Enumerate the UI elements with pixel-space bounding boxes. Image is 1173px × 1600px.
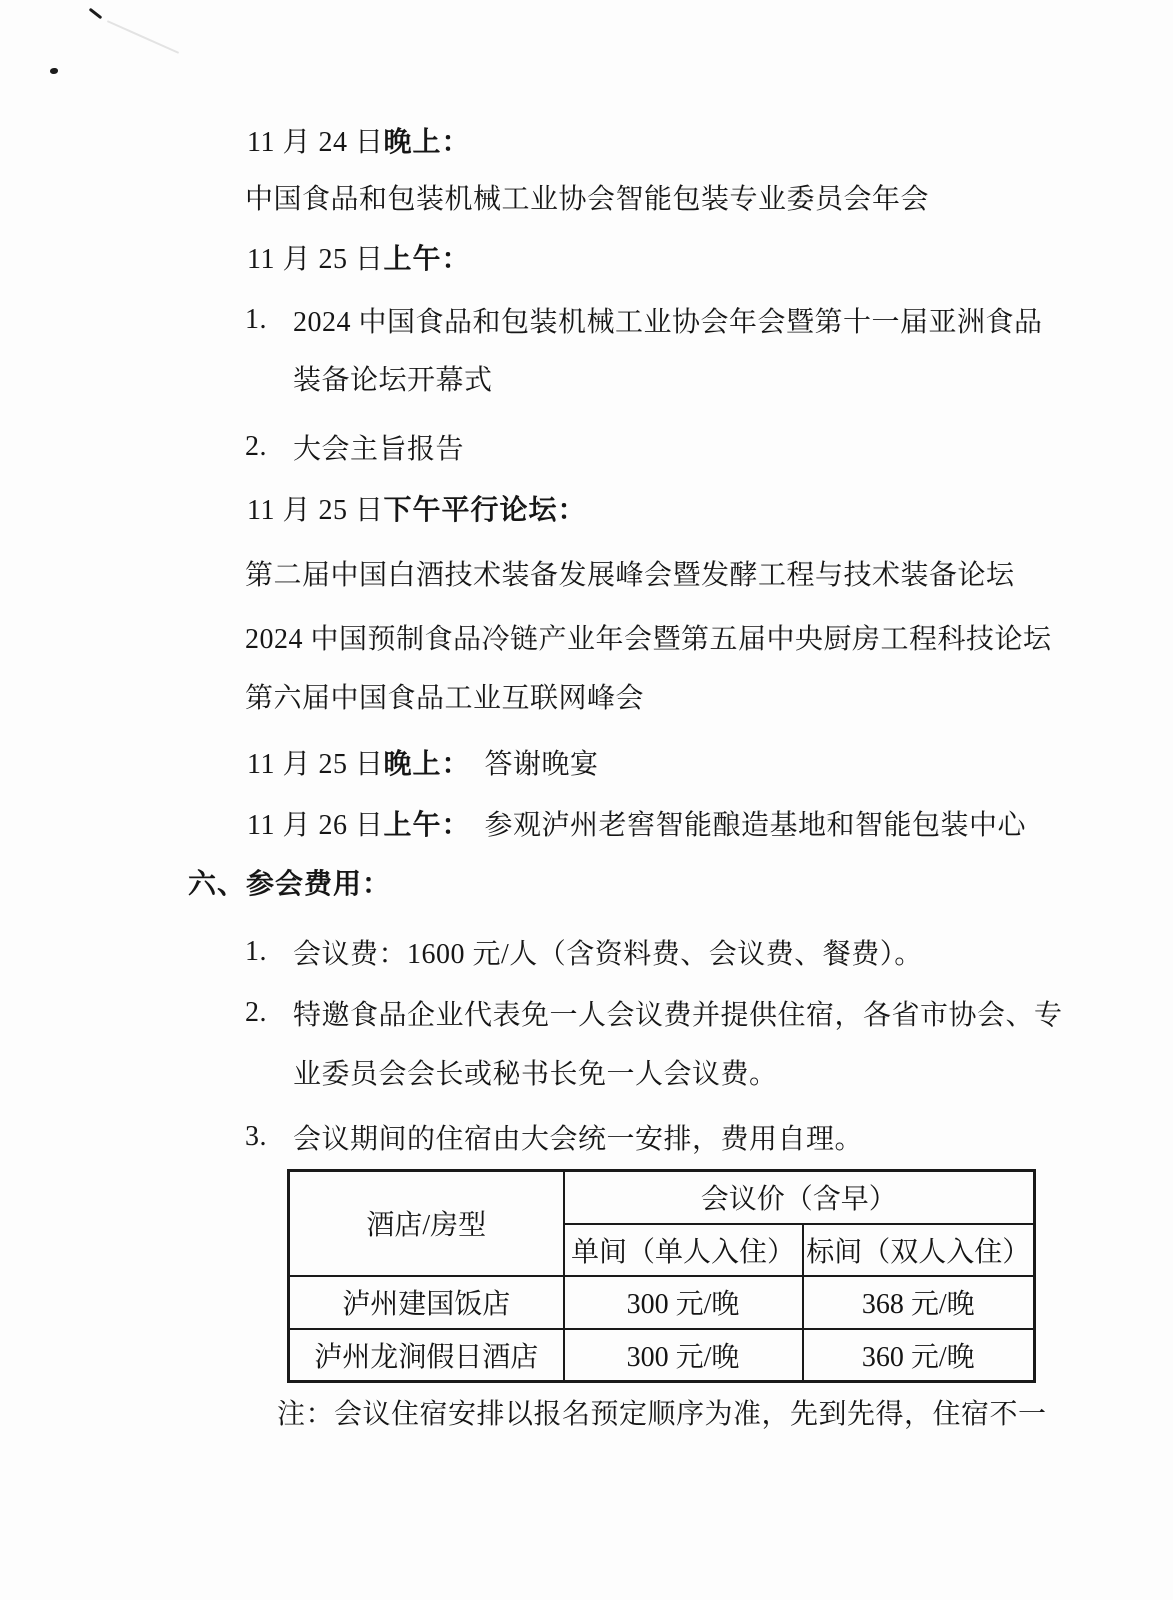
time-text: 晚上： — [383, 748, 471, 779]
fee-text: 会议费：1600 元/人（含资料费、会议费、餐费）。 — [293, 939, 923, 970]
fee-item-2 — [245, 983, 1063, 1043]
table-subheader-single-room: 单间（单人入住） — [564, 1224, 803, 1276]
table-row-longjian-hotel — [289, 1329, 1035, 1382]
schedule-list-item-2 — [245, 417, 464, 477]
list-item-text: 2024 中国食品和包装机械工业协会年会暨第十一届亚洲食品 — [293, 307, 1043, 338]
section-heading-fees — [188, 852, 391, 912]
time-text: 晚上： — [383, 126, 471, 157]
event-text: 参观泸州老窖智能酿造基地和智能包装中心 — [484, 810, 1026, 841]
list-number: 2. — [245, 431, 267, 462]
hotel-name: 泸州龙涧假日酒店 — [289, 1329, 564, 1382]
table-header-conference-price: 会议价（含早） — [564, 1171, 1035, 1224]
section-title: 参会费用： — [246, 868, 392, 899]
date-text: 11 月 24 日 — [247, 127, 384, 158]
single-room-price: 300 元/晚 — [564, 1329, 803, 1382]
event-text: 中国食品和包装机械工业协会智能包装专业委员会年会 — [245, 184, 930, 215]
ink-mark-dot — [50, 68, 58, 74]
forum-text: 第二届中国白酒技术装备发展峰会暨发酵工程与技术装备论坛 — [245, 560, 1015, 591]
time-text: 上午： — [383, 243, 471, 274]
list-number: 3. — [245, 1121, 267, 1152]
schedule-list-item-1 — [245, 290, 1043, 350]
single-room-price: 300 元/晚 — [564, 1276, 803, 1329]
schedule-heading-nov26-morning — [247, 793, 1026, 853]
schedule-heading-nov24-evening — [247, 110, 470, 170]
date-text: 11 月 26 日 — [247, 810, 384, 841]
fee-item-3 — [245, 1107, 863, 1167]
schedule-event-line — [245, 167, 929, 227]
list-item-text: 大会主旨报告 — [293, 434, 465, 465]
ink-mark-stroke — [89, 8, 103, 20]
fee-text: 特邀食品企业代表免一人会议费并提供住宿，各省市协会、专 — [293, 1000, 1063, 1031]
forum-line-coldchain — [245, 607, 1052, 667]
date-text: 11 月 25 日 — [247, 244, 384, 275]
time-text: 下午平行论坛： — [383, 494, 587, 525]
hotel-name: 泸州建国饭店 — [289, 1276, 564, 1329]
schedule-heading-nov25-afternoon — [247, 478, 586, 538]
table-subheader-standard-room: 标间（双人入住） — [803, 1224, 1035, 1276]
list-number: 2. — [245, 997, 267, 1028]
schedule-heading-nov25-evening — [247, 732, 599, 792]
fee-item-2-continuation — [293, 1042, 778, 1102]
fee-text: 业委员会会长或秘书长免一人会议费。 — [293, 1059, 778, 1090]
forum-text: 第六届中国食品工业互联网峰会 — [245, 683, 645, 714]
event-text: 答谢晚宴 — [484, 749, 599, 780]
scan-scratch-artifact — [107, 20, 179, 54]
standard-room-price: 368 元/晚 — [803, 1276, 1035, 1329]
forum-line-internet — [245, 666, 644, 726]
hotel-price-table — [287, 1169, 1036, 1383]
list-number: 1. — [245, 936, 267, 967]
table-row-jianguo-hotel — [289, 1276, 1035, 1329]
date-text: 11 月 25 日 — [247, 749, 384, 780]
time-text: 上午： — [383, 809, 471, 840]
list-number: 1. — [245, 304, 267, 335]
note-text: 注：会议住宿安排以报名预定顺序为准，先到先得，住宿不一 — [277, 1399, 1047, 1430]
schedule-list-item-1-continuation — [293, 348, 493, 408]
table-note — [277, 1382, 1047, 1442]
date-text: 11 月 25 日 — [247, 495, 384, 526]
list-item-text: 装备论坛开幕式 — [293, 365, 493, 396]
schedule-heading-nov25-morning — [247, 227, 470, 287]
standard-room-price: 360 元/晚 — [803, 1329, 1035, 1382]
table-header-hotel-roomtype: 酒店/房型 — [289, 1171, 564, 1276]
fee-text: 会议期间的住宿由大会统一安排，费用自理。 — [293, 1124, 864, 1155]
forum-text: 2024 中国预制食品冷链产业年会暨第五届中央厨房工程科技论坛 — [245, 624, 1052, 655]
section-number: 六、 — [188, 868, 247, 899]
forum-line-baijiu — [245, 543, 1015, 603]
fee-item-1 — [245, 922, 923, 982]
